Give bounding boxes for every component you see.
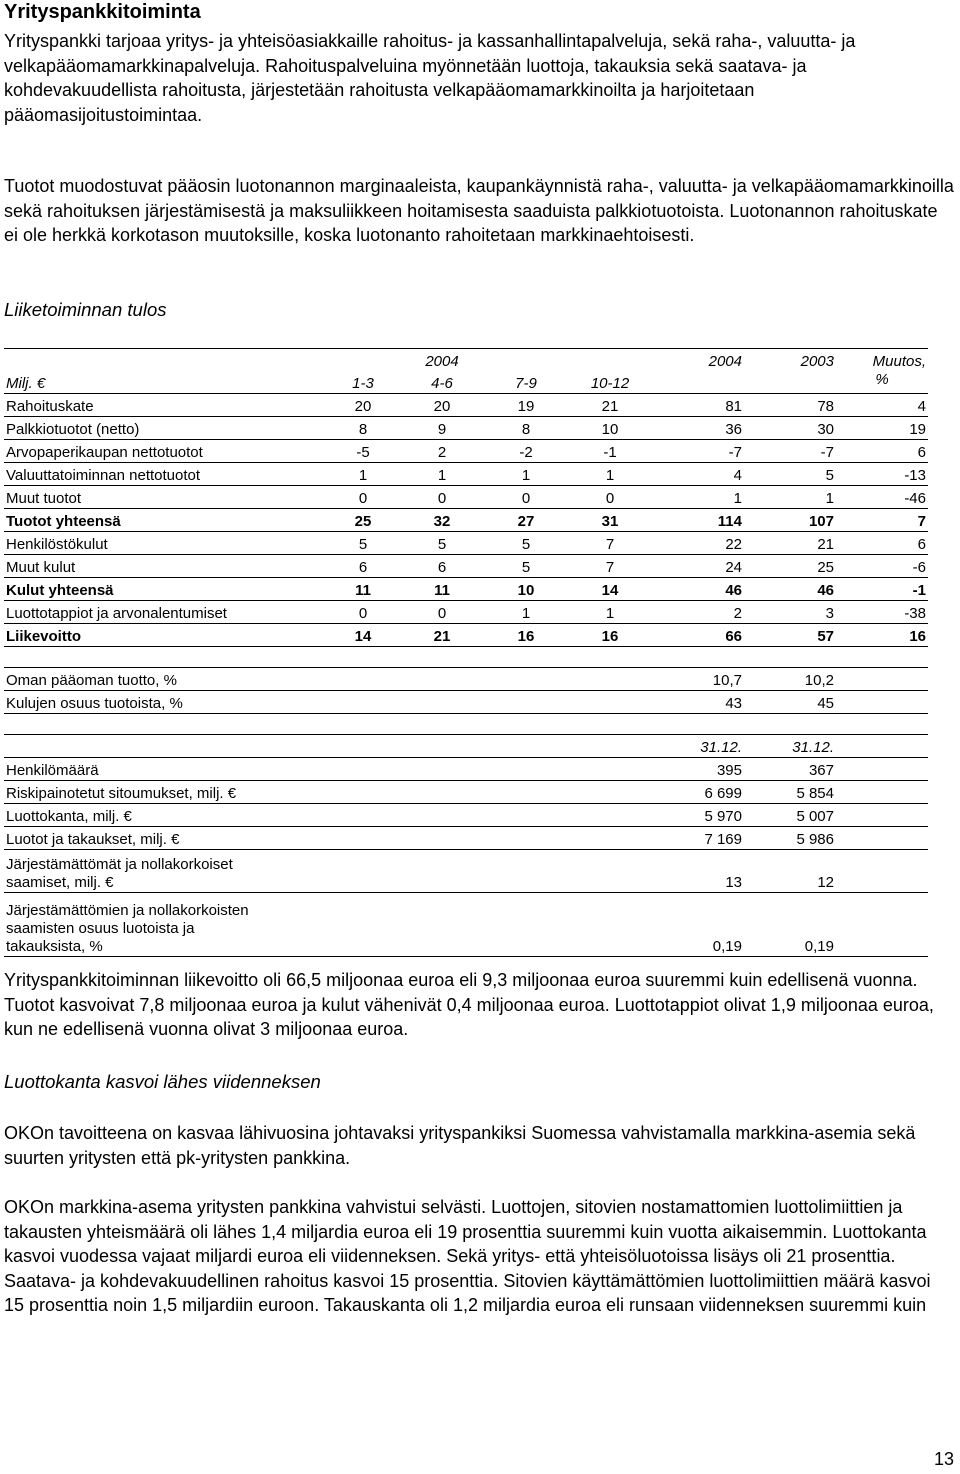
row-value: -46 [836, 486, 928, 509]
row-value: 7 169 [652, 827, 744, 850]
row-label [4, 850, 326, 893]
row-label [4, 893, 326, 957]
row-value: 19 [484, 394, 568, 417]
row-value: 21 [568, 394, 652, 417]
row-value: 2 [652, 601, 744, 624]
row-label: Luottotappiot ja arvonalentumiset [4, 601, 326, 624]
row-value: 5 [400, 532, 484, 555]
table-cell [400, 758, 484, 781]
table-cell [836, 850, 928, 893]
table-header-row-1 [4, 349, 928, 372]
table-cell [400, 893, 484, 957]
table-cell [484, 804, 568, 827]
row-label [4, 758, 326, 781]
row-value: 5 007 [744, 804, 836, 827]
row-value: -6 [836, 555, 928, 578]
row-value: -5 [326, 440, 400, 463]
table-header-cell: 7-9 [484, 371, 568, 394]
row-value: -38 [836, 601, 928, 624]
table-row [4, 555, 928, 578]
table-cell [400, 850, 484, 893]
row-label [4, 804, 326, 827]
table-cell [326, 804, 400, 827]
table-header-cell: 31.12. [744, 735, 836, 758]
table-cell [484, 647, 568, 668]
intro-paragraph-1: Yrityspankki tarjoaa yritys- ja yhteisöasiakkaille rahoitus- ja kassanhallintapalveluja, sekä raha-, valuutta- ja velkapääomamarkkinapalveluja. Rahoituspalveluina myönnetään luottoja, takauksia sekä saatava- ja kohdevakuudellista rahoitusta, järjestetään rahoitusta velkapääomamarkkinoilta ja harjoitetaan pääomasijoitustoimintaa. [4, 31, 856, 125]
row-value: 0 [484, 486, 568, 509]
row-label-line: saamiset, milj. € [6, 874, 114, 891]
row-value: 16 [836, 624, 928, 647]
table-cell [326, 647, 400, 668]
section2-paragraph-2: OKOn markkina-asema yritysten pankkina vahvistui selvästi. Luottojen, sitovien nostamattomien luottolimiittien ja takausten yhteismäärä oli lähes 1,4 miljardia euroa eli 19 prosenttia suuremmi kuin vuotta aikaisemmin. Luottokanta kasvoi vuodessa vajaat miljardi euroa eli viidenneksen. Sekä yritys- että yhteisöluotoissa lisäys oli 21 prosenttia. Saatava- ja kohdevakuudellinen rahoitus kasvoi 15 prosenttia. Sitovien käyttämättömien luottolimiittien määrä kasvoi 15 prosenttia noin 1,5 miljardiin euroon. Takauskanta oli 1,2 miljardia euroa eli runsaan viidenneksen suuremmi kuin [4, 1197, 931, 1315]
table-cell [568, 714, 652, 735]
row-value: 6 [836, 532, 928, 555]
row-value: 0,19 [744, 893, 836, 957]
table-row [4, 440, 928, 463]
table-cell [836, 647, 928, 668]
result-paragraph: Yrityspankkitoiminnan liikevoitto oli 66,5 miljoonaa euroa eli 9,3 miljoonaa euroa suuremmi kuin edellisenä vuonna. Tuotot kasvoivat 7,8 miljoonaa euroa ja kulut vähenivät 0,4 miljoonaa euroa. Luottotappiot olivat 1,9 miljoonaa euroa, kun ne edellisenä vuonna olivat 3 miljoonaa euroa. [4, 970, 934, 1039]
table-header-cell: Milj. € [4, 371, 326, 394]
table-header-cell: 31.12. [652, 735, 744, 758]
row-value: 5 986 [744, 827, 836, 850]
section-title-liiketoiminnan-tulos: Liiketoiminnan tulos [4, 299, 167, 320]
row-label-line: Järjestämättömien ja nollakorkoisten [6, 902, 249, 919]
row-value: 1 [484, 463, 568, 486]
row-value: 30 [744, 417, 836, 440]
table-cell [484, 781, 568, 804]
table-cell [836, 781, 928, 804]
table-cell [484, 714, 568, 735]
row-value: 4 [652, 463, 744, 486]
table-cell [400, 804, 484, 827]
row-value: 1 [400, 463, 484, 486]
table-cell [836, 758, 928, 781]
row-value: 8 [326, 417, 400, 440]
row-value: 7 [568, 555, 652, 578]
table-cell [568, 647, 652, 668]
row-value: 5 [744, 463, 836, 486]
intro-paragraph-2: Tuotot muodostuvat pääosin luotonannon marginaaleista, kaupankäynnistä raha-, valuutta- ja velkapääomamarkkinoilla sekä rahoituksen järjestämisestä ja maksuliikkeen hoitamisesta saaduista palkkiotuotoista. Luotonannon rahoituskate ei ole herkkä korkotason muutoksille, koska luotonanto rahoitetaan markkinaehtoisesti. [4, 176, 954, 245]
table-row [4, 758, 928, 781]
row-value: 3 [744, 601, 836, 624]
row-value: 12 [744, 850, 836, 893]
table-cell [836, 804, 928, 827]
row-value: 8 [484, 417, 568, 440]
table-spacer [4, 714, 928, 735]
row-label-line: Henkilömäärä [6, 762, 99, 779]
row-value: 13 [652, 850, 744, 893]
table-row [4, 601, 928, 624]
row-label: Kulut yhteensä [4, 578, 326, 601]
row-value: 395 [652, 758, 744, 781]
row-label: Muut tuotot [4, 486, 326, 509]
row-value: 46 [744, 578, 836, 601]
row-label-line: Luottokanta, milj. € [6, 808, 132, 825]
row-label: Arvopaperikaupan nettotuotot [4, 440, 326, 463]
table-cell [326, 893, 400, 957]
row-value: 21 [744, 532, 836, 555]
row-value: 367 [744, 758, 836, 781]
row-value: 81 [652, 394, 744, 417]
row-value: 20 [400, 394, 484, 417]
table-cell [400, 691, 484, 714]
table-header-cell: Muutos, [872, 353, 926, 370]
table-row [4, 827, 928, 850]
row-label-line: Luotot ja takaukset, milj. € [6, 831, 180, 848]
table-cell [484, 735, 568, 758]
row-value: 10 [484, 578, 568, 601]
table-row [4, 532, 928, 555]
row-value: -13 [836, 463, 928, 486]
table-cell [326, 758, 400, 781]
table-cell [836, 691, 928, 714]
table-header-cell: 2003 [800, 353, 834, 370]
table-cell [836, 827, 928, 850]
row-value: 1 [568, 463, 652, 486]
row-value: 31 [568, 509, 652, 532]
row-value: 10 [568, 417, 652, 440]
table-cell [484, 893, 568, 957]
table-row [4, 509, 928, 532]
table-row [4, 691, 928, 714]
row-value: 22 [652, 532, 744, 555]
row-label-line: saamisten osuus luotoista ja [6, 920, 195, 937]
table-header-cell [326, 349, 400, 372]
row-value: 6 [400, 555, 484, 578]
table-cell [484, 691, 568, 714]
row-label: Muut kulut [4, 555, 326, 578]
table-row [4, 850, 928, 893]
table-cell [4, 714, 326, 735]
table-cell [484, 827, 568, 850]
row-value: 46 [652, 578, 744, 601]
row-value: 10,7 [652, 668, 744, 691]
table-cell [326, 691, 400, 714]
table-cell [652, 714, 744, 735]
table-header-cell [652, 371, 744, 394]
row-label: Rahoituskate [4, 394, 326, 417]
row-value: 57 [744, 624, 836, 647]
row-value: 107 [744, 509, 836, 532]
row-value: 19 [836, 417, 928, 440]
row-value: 43 [652, 691, 744, 714]
table-cell [836, 714, 928, 735]
section2-paragraph-1: OKOn tavoitteena on kasvaa lähivuosina johtavaksi yrityspankiksi Suomessa vahvistamalla markkina-asemia sekä suurten yritysten että pk-yritysten pankkina. [4, 1123, 916, 1168]
row-value: 25 [326, 509, 400, 532]
row-value: 11 [326, 578, 400, 601]
table-header-cell: % [836, 371, 928, 394]
table-row [4, 417, 928, 440]
row-value: 0,19 [652, 893, 744, 957]
table-header-cell: 4-6 [400, 371, 484, 394]
table-cell [400, 781, 484, 804]
page-title: Yrityspankkitoiminta [4, 1, 201, 23]
row-value: 32 [400, 509, 484, 532]
row-label-line: Riskipainotetut sitoumukset, milj. € [6, 785, 237, 802]
table-row [4, 463, 928, 486]
row-value: 5 [326, 532, 400, 555]
row-value: -1 [568, 440, 652, 463]
table-cell [4, 647, 326, 668]
table-row [4, 394, 928, 417]
table-spacer [4, 647, 928, 668]
table-cell [744, 714, 836, 735]
financial-table [4, 346, 928, 957]
row-value: 21 [400, 624, 484, 647]
table-cell [836, 735, 928, 758]
row-label-line: Järjestämättömät ja nollakorkoiset [6, 856, 233, 873]
row-value: 6 699 [652, 781, 744, 804]
table-cell [568, 691, 652, 714]
row-value: 27 [484, 509, 568, 532]
table-header-cell [484, 349, 568, 372]
table-cell [484, 668, 568, 691]
table-cell [400, 714, 484, 735]
table-header-cell [568, 349, 652, 372]
row-label: Henkilöstökulut [4, 532, 326, 555]
row-value: 1 [744, 486, 836, 509]
row-value: 6 [326, 555, 400, 578]
row-value: -7 [652, 440, 744, 463]
table-cell [400, 735, 484, 758]
table-cell [652, 647, 744, 668]
table-cell [326, 668, 400, 691]
table-row [4, 804, 928, 827]
table-cell [484, 758, 568, 781]
row-label: Valuuttatoiminnan nettotuotot [4, 463, 326, 486]
row-value: 25 [744, 555, 836, 578]
row-label-line: takauksista, % [6, 938, 103, 955]
table-row [4, 624, 928, 647]
table-cell [744, 647, 836, 668]
row-value: 5 [484, 555, 568, 578]
row-value: 114 [652, 509, 744, 532]
table-cell [400, 827, 484, 850]
table-cell [326, 781, 400, 804]
table-header-cell: 10-12 [568, 371, 652, 394]
row-value: 66 [652, 624, 744, 647]
row-value: 5 [484, 532, 568, 555]
table-cell [568, 758, 652, 781]
row-value: 6 [836, 440, 928, 463]
row-value: 7 [568, 532, 652, 555]
table-cell [568, 668, 652, 691]
table-row [4, 486, 928, 509]
row-value: 14 [326, 624, 400, 647]
table-cell [326, 827, 400, 850]
table-header-cell: 2004 [425, 353, 459, 370]
table-row [4, 781, 928, 804]
row-value: 5 970 [652, 804, 744, 827]
row-value: 7 [836, 509, 928, 532]
row-value: 36 [652, 417, 744, 440]
row-label: Liikevoitto [4, 624, 326, 647]
row-value: 2 [400, 440, 484, 463]
table-cell [484, 850, 568, 893]
table-cell [4, 735, 326, 758]
row-value: -7 [744, 440, 836, 463]
row-value: 45 [744, 691, 836, 714]
row-value: 0 [326, 486, 400, 509]
row-value: 5 854 [744, 781, 836, 804]
row-label [4, 827, 326, 850]
section-title-luottokanta: Luottokanta kasvoi lähes viidenneksen [4, 1071, 321, 1092]
table-cell [400, 668, 484, 691]
row-label [4, 781, 326, 804]
table-cell [568, 781, 652, 804]
row-label: Oman pääoman tuotto, % [4, 668, 326, 691]
table-cell [400, 647, 484, 668]
table-header-cell [4, 349, 326, 372]
row-value: 24 [652, 555, 744, 578]
row-value: 1 [652, 486, 744, 509]
row-label: Kulujen osuus tuotoista, % [4, 691, 326, 714]
table-row [4, 668, 928, 691]
row-label: Palkkiotuotot (netto) [4, 417, 326, 440]
table-cell [836, 668, 928, 691]
table-cell [568, 827, 652, 850]
row-value: 9 [400, 417, 484, 440]
table-cell [326, 850, 400, 893]
table-cell [326, 735, 400, 758]
row-value: 10,2 [744, 668, 836, 691]
row-value: -1 [836, 578, 928, 601]
table-header-row-2 [4, 371, 928, 394]
row-value: 11 [400, 578, 484, 601]
table-row [4, 578, 928, 601]
row-value: 14 [568, 578, 652, 601]
row-value: 16 [568, 624, 652, 647]
row-label: Tuotot yhteensä [4, 509, 326, 532]
row-value: 16 [484, 624, 568, 647]
table-header-cell: 2004 [708, 353, 742, 370]
page-number: 13 [933, 1449, 954, 1469]
row-value: 78 [744, 394, 836, 417]
row-value: 1 [326, 463, 400, 486]
table-balance-header [4, 735, 928, 758]
row-value: 0 [400, 486, 484, 509]
table-header-cell [744, 371, 836, 394]
row-value: 1 [484, 601, 568, 624]
row-value: 0 [568, 486, 652, 509]
table-row [4, 893, 928, 957]
row-value: 20 [326, 394, 400, 417]
row-value: 0 [400, 601, 484, 624]
table-cell [568, 850, 652, 893]
table-cell [836, 893, 928, 957]
table-header-cell: 1-3 [326, 371, 400, 394]
table-cell [568, 893, 652, 957]
table-cell [326, 714, 400, 735]
table-cell [568, 735, 652, 758]
row-value: 0 [326, 601, 400, 624]
row-value: 4 [836, 394, 928, 417]
row-value: 1 [568, 601, 652, 624]
table-cell [568, 804, 652, 827]
row-value: -2 [484, 440, 568, 463]
